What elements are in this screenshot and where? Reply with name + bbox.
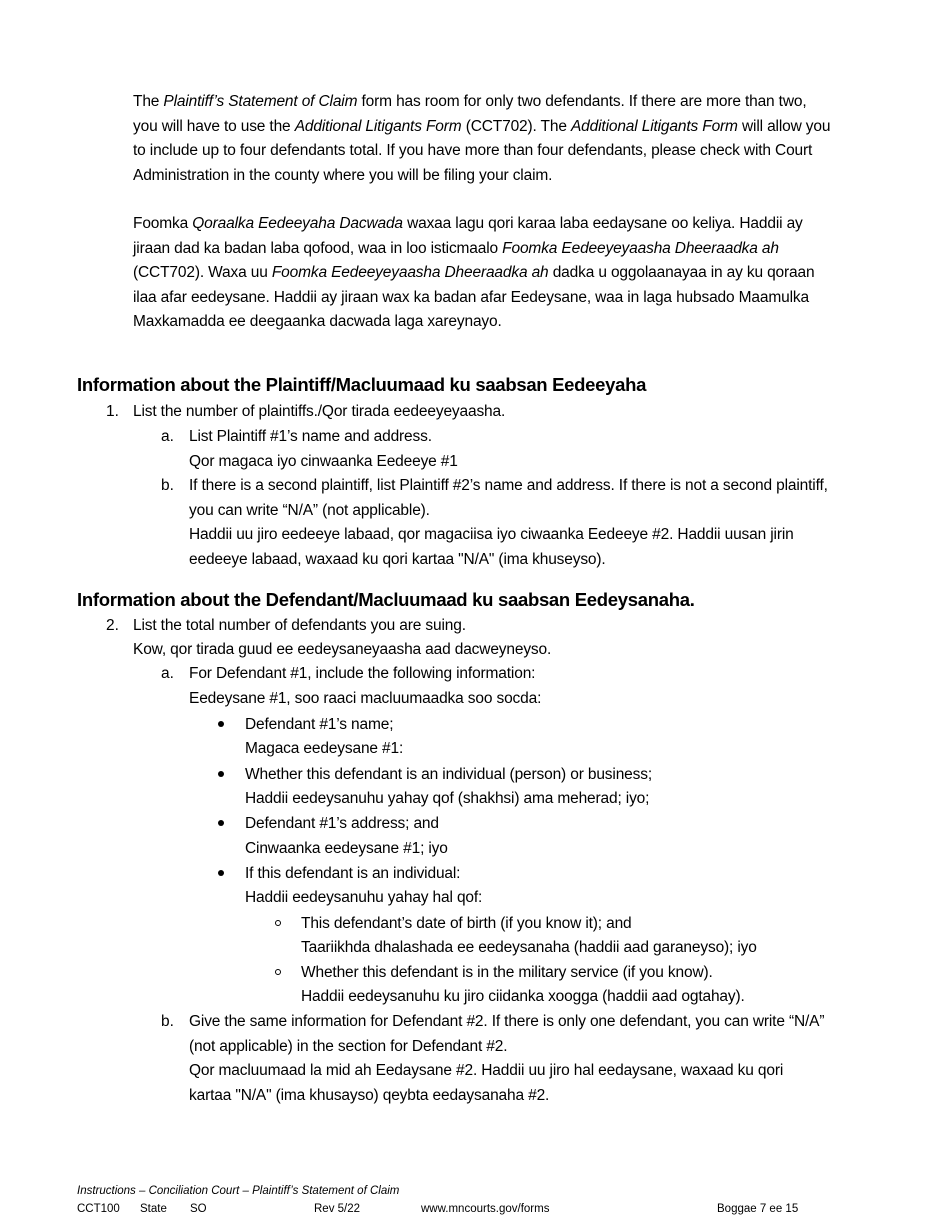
footer-url[interactable]: www.mncourts.gov/forms: [421, 1203, 550, 1215]
item-2b-so: Qor macluumaad la mid ah Eedaysane #2. Haddii uu jiro hal eedaysane, waxaad ku qori kartaa "N/A" (ima khusayso) qeybta eedaysanaha #2.: [189, 1062, 784, 1104]
intro-paragraph-en: The Plaintiff’s Statement of Claim form has room for only two defendants. If there are more than two, you will have to use the Additional Litigants Form (CCT702). The Additional Litigants Form will allow you to include up to four defendants total. If you have more than four defendants, please check with Court Administration in the county where you will be filing your claim.: [133, 93, 831, 184]
item-1b-en: If there is a second plaintiff, list Plaintiff #2’s name and address. If there is not a second plaintiff, you can write “N/A” (not applicable).: [189, 477, 828, 519]
bullet-1-so: Magaca eedeysane #1:: [245, 740, 404, 757]
item-1b-label: b.: [161, 477, 174, 494]
item-2b-label: b.: [161, 1013, 174, 1030]
item-2a-so: Eedeysane #1, soo raaci macluumaadka soo socda:: [189, 690, 542, 707]
sub-bullet-1-so: Taariikhda dhalashada ee eedeysanaha (haddii aad garaneyso); iyo: [301, 939, 757, 956]
footer-revision: Rev 5/22: [314, 1203, 361, 1215]
circle-bullet-icon: [275, 920, 281, 926]
intro-paragraph-so: Foomka Qoraalka Eedeeyaha Dacwada waxaa lagu qori karaa laba eedaysane oo keliya. Haddii ay jiraan dad ka badan laba qofood, waa in loo isticmaalo Foomka Eedeeyeyaasha Dheeraadka ah (CCT702). Waxa uu Foomka Eedeeyeyaasha Dheeraadka ah dadka u oggolaanayaa in ay ku qoraan ilaa afar eedeysane. Haddii ay jiraan wax ka badan afar Eedeysane, waa in laga hubsado Maamulka Maxkamadda ee deegaanka dacwada laga xareynayo.: [133, 215, 815, 331]
bullet-3-so: Cinwaanka eedeysane #1; iyo: [245, 840, 448, 857]
item-2b-en: Give the same information for Defendant #2. If there is only one defendant, you can write “N/A” (not applicable) in the section for Defendant #2.: [189, 1013, 825, 1055]
item-1-number: 1.: [106, 403, 119, 420]
footer-form-number: CCT100: [77, 1203, 120, 1215]
circle-bullet-icon: [275, 969, 281, 975]
bullet-icon: [218, 870, 224, 876]
item-1-text: List the number of plaintiffs./Qor tirada eedeeyeyaasha.: [133, 403, 506, 420]
bullet-4-en: If this defendant is an individual:: [245, 865, 461, 882]
bullet-icon: [218, 771, 224, 777]
item-2-en: List the total number of defendants you are suing.: [133, 617, 466, 634]
bullet-3-en: Defendant #1’s address; and: [245, 815, 439, 832]
sub-bullet-2-en: Whether this defendant is in the military service (if you know).: [301, 964, 713, 981]
sub-bullet-1-en: This defendant’s date of birth (if you know it); and: [301, 915, 632, 932]
item-2-number: 2.: [106, 617, 119, 634]
footer-language: SO: [190, 1203, 207, 1215]
bullet-2-so: Haddii eedeysanuhu yahay qof (shakhsi) ama meherad; iyo;: [245, 790, 650, 807]
item-1b-so: Haddii uu jiro eedeeye labaad, qor magaciisa iyo ciwaanka Eedeeye #2. Haddii uusan jirin eedeeye labaad, waxaad ku qori kartaa "N/A" (ima khuseyso).: [189, 526, 794, 568]
item-1a-en: List Plaintiff #1’s name and address.: [189, 428, 432, 445]
item-2a-label: a.: [161, 665, 174, 682]
footer-state: State: [140, 1203, 167, 1215]
plaintiff-section-heading: Information about the Plaintiff/Macluumaad ku saabsan Eedeeyaha: [77, 374, 647, 395]
item-1a-label: a.: [161, 428, 174, 445]
footer-page-number: Boggae 7 ee 15: [717, 1203, 799, 1215]
sub-bullet-2-so: Haddii eedeysanuhu ku jiro ciidanka xoogga (haddii aad ogtahay).: [301, 988, 745, 1005]
defendant-section-heading: Information about the Defendant/Macluumaad ku saabsan Eedeysanaha.: [77, 589, 695, 610]
bullet-4-so: Haddii eedeysanuhu yahay hal qof:: [245, 889, 483, 906]
item-1a-so: Qor magaca iyo cinwaanka Eedeeye #1: [189, 453, 458, 470]
footer-title: Instructions – Conciliation Court – Plaintiff’s Statement of Claim: [77, 1185, 400, 1197]
bullet-1-en: Defendant #1’s name;: [245, 716, 394, 733]
bullet-icon: [218, 721, 224, 727]
bullet-2-en: Whether this defendant is an individual (person) or business;: [245, 766, 652, 783]
item-2a-en: For Defendant #1, include the following information:: [189, 665, 536, 682]
bullet-icon: [218, 820, 224, 826]
item-2-so: Kow, qor tirada guud ee eedeysaneyaasha aad dacweyneyso.: [133, 641, 552, 658]
